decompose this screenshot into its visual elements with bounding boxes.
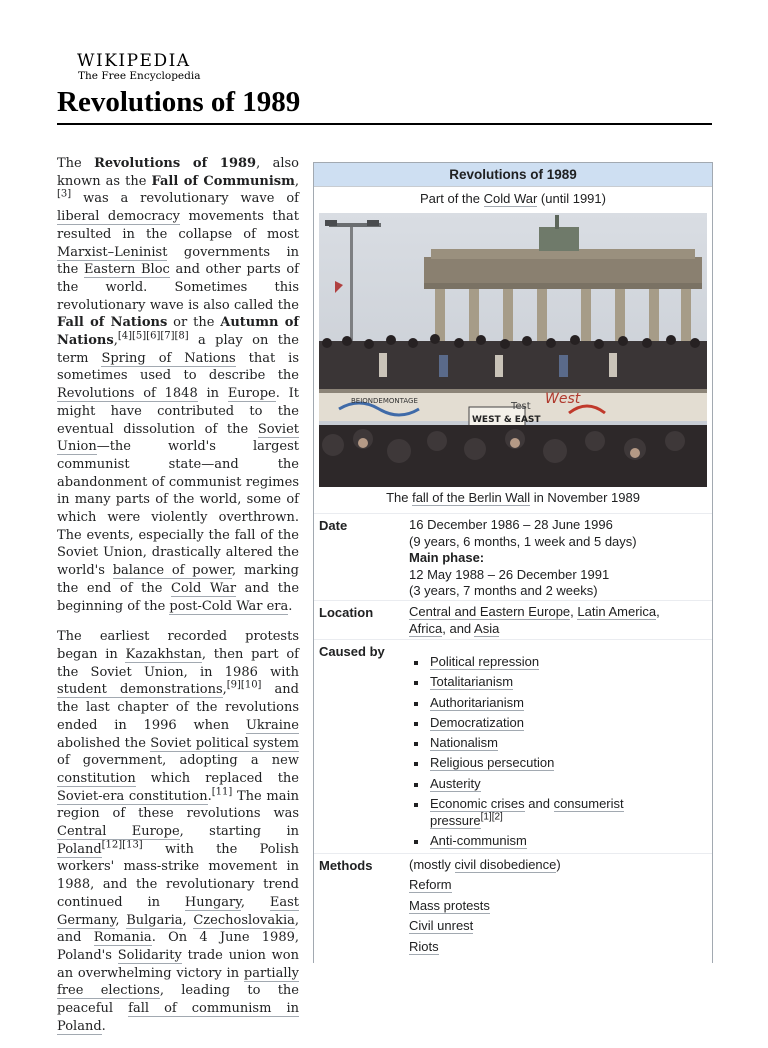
citation-ref[interactable]: [9][10] <box>226 680 262 692</box>
link-balance-of-power[interactable]: balance of power <box>112 563 233 579</box>
link-soviet-era-constitution[interactable]: Soviet-era constitution <box>57 788 208 804</box>
citation-ref[interactable]: [3] <box>57 189 72 201</box>
link-poland[interactable]: Poland <box>57 841 102 857</box>
cause-item: Austerity <box>409 776 709 793</box>
link-student-demonstrations[interactable]: student demonstrations <box>57 682 223 698</box>
infobox-row-caused-by <box>314 639 712 854</box>
wikipedia-wordmark: WIKIPEDIA <box>77 51 191 71</box>
link-central-europe[interactable]: Central Europe <box>57 824 180 840</box>
date-label: Date <box>319 518 348 533</box>
link-hungary[interactable]: Hungary <box>184 894 241 910</box>
citation-ref[interactable]: [4][5][6][7][8] <box>117 330 189 342</box>
link-liberal-democracy[interactable]: liberal democracy <box>57 209 180 225</box>
cause-item-economic: Economic crises and consumerist pressure[1][2] <box>409 796 709 829</box>
cause-item: Democratization <box>409 715 709 732</box>
infobox-subtitle: Part of the Cold War (until 1991) <box>420 191 606 206</box>
graffiti-text-4: WEST & EAST <box>472 415 541 425</box>
link-central-eastern-europe[interactable]: Central and Eastern Europe <box>409 604 571 619</box>
page-title: Revolutions of 1989 <box>57 86 301 118</box>
wikipedia-tagline: The Free Encyclopedia <box>78 70 201 82</box>
link-romania[interactable]: Romania <box>93 930 152 946</box>
berlin-wall-photo-illustration <box>319 213 707 487</box>
cause-item: Totalitarianism <box>409 674 709 691</box>
link-post-cold-war-era[interactable]: post-Cold War era <box>169 598 289 614</box>
link-marxist-leninist[interactable]: Marxist–Leninist <box>57 244 168 260</box>
intro-paragraph-1: The Revolutions of 1989, also known as the Fall of Communism,[3] was a revolutionary wave of liberal democracy movements that resulted in the collapse of most Marxist–Leninist governments in the Eastern Bloc and other parts of the world. Sometimes this revolutionary wave is also called the Fall of Nations or the Autumn of Nations,[4][5][6][7][8] a play on the term Spring of Nations that is sometimes used to describe the Revolutions of 1848 in Europe. It might have contributed to the eventual dissolution of the Soviet Union—the world's largest communist state—and the abandonment of communist regimes in many parts of the world, some of which were violently overthrown. The events, especially the fall of the Soviet Union, drastically altered the world's balance of power, marking the end of the Cold War and the beginning of the post-Cold War era. <box>57 156 300 614</box>
cause-item: Political repression <box>409 654 709 671</box>
link-cold-war-infobox[interactable]: Cold War <box>483 191 538 206</box>
berlin-wall-photo[interactable] <box>319 213 707 487</box>
cause-item: Authoritarianism <box>409 695 709 712</box>
infobox-row-location <box>314 600 712 639</box>
link-revolutions-of-1848[interactable]: Revolutions of 1848 <box>57 386 198 402</box>
wikipedia-logo[interactable] <box>77 52 200 82</box>
location-label: Location <box>319 605 374 620</box>
citation-ref[interactable]: [11] <box>211 786 233 798</box>
link-solidarity[interactable]: Solidarity <box>117 947 182 963</box>
location-value: Central and Eastern Europe, Latin America, Africa, and Asia <box>409 604 660 636</box>
intro-paragraph-2: The earliest recorded protests began in Kazakhstan, then part of the Soviet Union, in 1986 with student demonstrations,[9][10] and the last chapter of the revolutions ended in 1996 when Ukraine abolished the Soviet political system of government, adopting a new constitution which replaced the Soviet-era constitution.[11] The main region of these revolutions was Central Europe, starting in Poland[12][13] with the Polish workers' mass-strike movement in 1988, and the revolutionary trend continued in Hungary, East Germany, Bulgaria, Czechoslovakia, and Romania. On 4 June 1989, Poland's Solidarity trade union won an overwhelming victory in partially free elections, leading to the peaceful fall of communism in Poland. <box>57 629 300 1034</box>
link-partially-free-elections[interactable]: partially free elections <box>57 965 299 999</box>
graffiti-text-3: Test <box>511 401 531 412</box>
graffiti-text-1: BEIONDEMONTAGE <box>351 397 418 405</box>
caused-by-list <box>409 654 709 853</box>
photo-caption: The fall of the Berlin Wall in November 1989 <box>386 490 640 505</box>
method-item[interactable]: Civil unrest <box>409 918 474 934</box>
infobox <box>313 162 713 963</box>
link-czechoslovakia[interactable]: Czechoslovakia <box>193 912 295 928</box>
link-eastern-bloc[interactable]: Eastern Bloc <box>83 262 170 278</box>
link-soviet-political-system[interactable]: Soviet political system <box>150 735 299 751</box>
link-east-germany[interactable]: East Germany <box>57 894 300 928</box>
date-value: 16 December 1986 – 28 June 1996 (9 years, 6 months, 1 week and 5 days) Main phase: 12 May 1988 – 26 December 1991 (3 years, 7 months and 2 weeks) <box>409 517 637 598</box>
infobox-row-methods <box>314 853 712 964</box>
cause-item: Religious persecution <box>409 755 709 772</box>
link-fall-of-berlin-wall[interactable]: fall of the Berlin Wall <box>412 490 531 505</box>
citation-ref[interactable]: [1][2] <box>480 811 503 823</box>
link-fall-of-communism-in-poland[interactable]: fall of communism in Poland <box>57 1001 300 1034</box>
link-latin-america[interactable]: Latin America <box>577 604 657 619</box>
methods-list: (mostly civil disobedience) Reform Mass protests Civil unrest Riots <box>409 857 561 954</box>
link-civil-disobedience[interactable]: civil disobedience <box>454 857 557 872</box>
link-europe[interactable]: Europe <box>227 386 276 402</box>
link-ukraine[interactable]: Ukraine <box>245 717 299 733</box>
link-constitution[interactable]: constitution <box>57 770 136 786</box>
caused-by-label: Caused by <box>319 644 385 659</box>
link-spring-of-nations[interactable]: Spring of Nations <box>101 350 236 366</box>
link-soviet-union[interactable]: Soviet Union <box>57 421 299 455</box>
title-divider <box>57 123 712 125</box>
infobox-row-date <box>314 513 712 601</box>
link-cold-war[interactable]: Cold War <box>171 580 237 596</box>
graffiti-text-2: West <box>545 391 581 407</box>
method-item[interactable]: Mass protests <box>409 897 490 913</box>
citation-ref[interactable]: [12][13] <box>101 839 143 851</box>
link-africa[interactable]: Africa <box>409 620 443 636</box>
method-item[interactable]: Reform <box>409 877 452 893</box>
link-kazakhstan[interactable]: Kazakhstan <box>125 646 202 662</box>
article-body <box>57 155 299 1048</box>
method-item[interactable]: Riots <box>409 938 439 954</box>
methods-label: Methods <box>319 858 373 873</box>
infobox-title: Revolutions of 1989 <box>314 163 712 187</box>
link-asia[interactable]: Asia <box>474 620 500 636</box>
cause-item: Nationalism <box>409 735 709 752</box>
link-bulgaria[interactable]: Bulgaria <box>126 912 183 928</box>
cause-item: Anti-communism <box>409 833 709 850</box>
